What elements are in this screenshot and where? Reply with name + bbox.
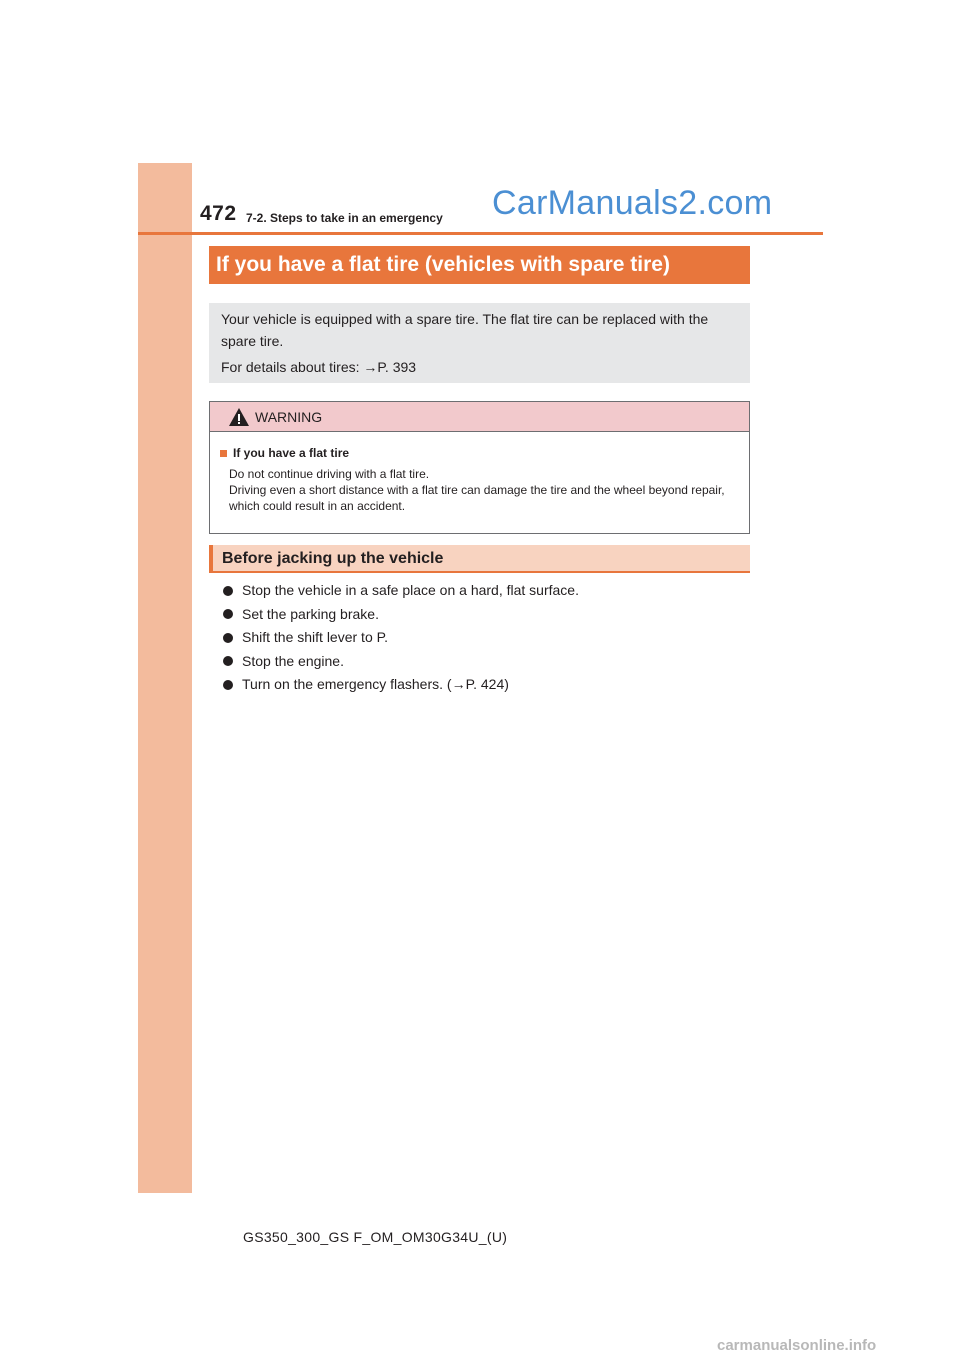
step-text: Stop the engine.	[242, 652, 344, 669]
section-label: 7-2. Steps to take in an emergency	[246, 211, 443, 225]
bullet-icon	[223, 609, 233, 619]
subheading: Before jacking up the vehicle	[209, 545, 750, 573]
bullet-icon	[223, 680, 233, 690]
warning-text-line-1: Do not continue driving with a flat tire.	[229, 467, 430, 481]
warning-title	[220, 446, 739, 460]
step-text: Stop the vehicle in a safe place on a hard, flat surface.	[242, 582, 579, 599]
warning-triangle-icon	[228, 407, 250, 427]
page-number: 472	[200, 202, 237, 225]
list-item	[223, 673, 579, 697]
warning-header	[210, 402, 749, 432]
step-text: Set the parking brake.	[242, 605, 379, 622]
step-text: Turn on the emergency flashers. (→P. 424)	[242, 676, 509, 693]
list-item	[223, 579, 579, 603]
warning-body	[210, 432, 749, 514]
steps-list	[223, 579, 579, 697]
main-heading: If you have a flat tire (vehicles with spare tire)	[209, 246, 750, 284]
list-item	[223, 626, 579, 650]
bullet-icon	[223, 656, 233, 666]
side-band	[138, 163, 192, 1193]
list-item	[223, 650, 579, 674]
warning-text	[220, 466, 739, 514]
warning-title-text: If you have a flat tire	[233, 446, 350, 460]
intro-reference: For details about tires: →P. 393	[221, 359, 417, 375]
bullet-icon	[223, 586, 233, 596]
header-rule	[138, 232, 823, 235]
step-text: Shift the shift lever to P.	[242, 629, 389, 646]
warning-box	[209, 401, 750, 534]
bullet-icon	[223, 633, 233, 643]
square-bullet-icon	[220, 450, 227, 457]
intro-box	[209, 303, 750, 383]
footer-code: GS350_300_GS F_OM_OM30G34U_(U)	[243, 1229, 508, 1245]
warning-text-line-2: Driving even a short distance with a flat tire can damage the tire and the wheel beyond repair, which could result in an accident.	[229, 483, 725, 513]
intro-text: Your vehicle is equipped with a spare tire. The flat tire can be replaced with the spare tire.	[221, 311, 709, 349]
warning-label: WARNING	[255, 408, 323, 425]
list-item	[223, 603, 579, 627]
watermark-bottom: carmanualsonline.info	[717, 1337, 877, 1354]
watermark-top: CarManuals2.com	[492, 184, 773, 222]
